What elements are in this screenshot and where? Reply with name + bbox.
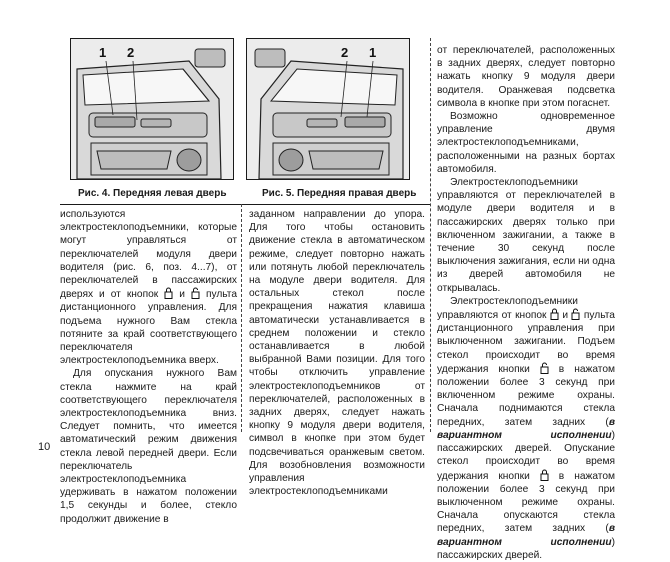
figure-front-left-door [70,38,234,180]
page-number: 10 [38,441,51,453]
callout-1: 1 [369,45,377,60]
callout-2: 2 [127,45,135,60]
paragraph: Электростеклоподъемники управляются от кнопок и пульта дистанционного управления при выключенном зажигании. Подъем стекол происходит во время удержания кнопки в нажатом положении более 3 секунд при включенном режиме охраны. Сначала поднимаются стекла передних, затем задних (в вариантном исполнении) пассажирских дверей. Опускание стекол происходит во время удержания кнопки в нажатом положении более 3 секунд при выключенном режиме охраны. Сначала опускаются стекла передних, затем задних (в вариантном исполнении) пассажирских дверей. [437,295,615,561]
figure-4-caption: Рис. 4. Передняя левая дверь [78,188,227,199]
lock-closed-icon [540,469,549,481]
horizontal-rule [60,204,430,205]
lock-open-icon [191,287,200,299]
lock-open-icon [571,308,580,320]
front-left-door-illustration [71,39,233,179]
column-divider [430,38,431,432]
paragraph: заданном направлении до упора. Для того чтобы остановить движение стекла в автоматическом режиме, следует повторно нажать или потянуть любой переключатель на модуле двери водителя. Для остальных стекол после прекращения нажатия клавиша автоматически устанавливается в среднем положении и стекло останавливается в любой выбранной Вами позиции. Для того чтобы отключить управление электростеклоподъемников от переключателей, расположенных в задних дверях, следует нажать кнопку 9 модуля двери водителя, символ в кнопке при этом будет подсвечиваться оранжевым светом. Для возобновления возможности управления электростеклоподъемниками [249,209,425,498]
paragraph: используются электростеклоподъемники, которые могут управляться от переключателей модуля двери водителя (рис. 6, поз. 4...7), от переключателей в пассажирских дверях и от кнопок и пульта дистанционного управления. Для подъема нужного Вам стекла потяните за край соответствующего переключателя электростеклоподъемника вверх. [60,209,237,367]
callout-1: 1 [99,45,107,60]
text-column-2 [249,208,425,498]
paragraph: Для опускания нужного Вам стекла нажмите на край соответствующего переключателя электростеклоподъемника вниз. Следует помнить, что имеется автоматический режим движения стекла левой передней двери. Если переключатель электростеклоподъемника удерживать в нажатом положении 1,5 секунды и более, стекло продолжит движение в [60,368,237,525]
text-column-3 [437,44,615,561]
lock-open-icon [540,362,549,374]
variant-note: в вариантном исполнении [437,523,615,548]
callout-2: 2 [341,45,349,60]
front-right-door-illustration [247,39,409,179]
paragraph: Электростеклоподъемники управляются от переключателей в модуле двери водителя и в пассажирских дверях только при включенном зажигании, а также в течение 30 секунд после выключения зажигания, если ни одна из дверей автомобиля не открывалась. [437,177,615,294]
lock-closed-icon [164,287,173,299]
variant-note: в вариантном исполнении [437,416,615,441]
figure-5-caption: Рис. 5. Передняя правая дверь [262,188,417,199]
lock-closed-icon [550,308,559,320]
figure-front-right-door [246,38,410,180]
paragraph: Возможно одновременное управление двумя электростеклоподъемниками, расположенными на разных бортах автомобиля. [437,111,615,175]
paragraph: от переключателей, расположенных в задних дверях, следует повторно нажать кнопку 9 модуля двери водителя. Оранжевая подсветка символа в кнопке при этом погаснет. [437,45,615,109]
text-column-1 [60,208,237,525]
column-divider [241,204,242,432]
